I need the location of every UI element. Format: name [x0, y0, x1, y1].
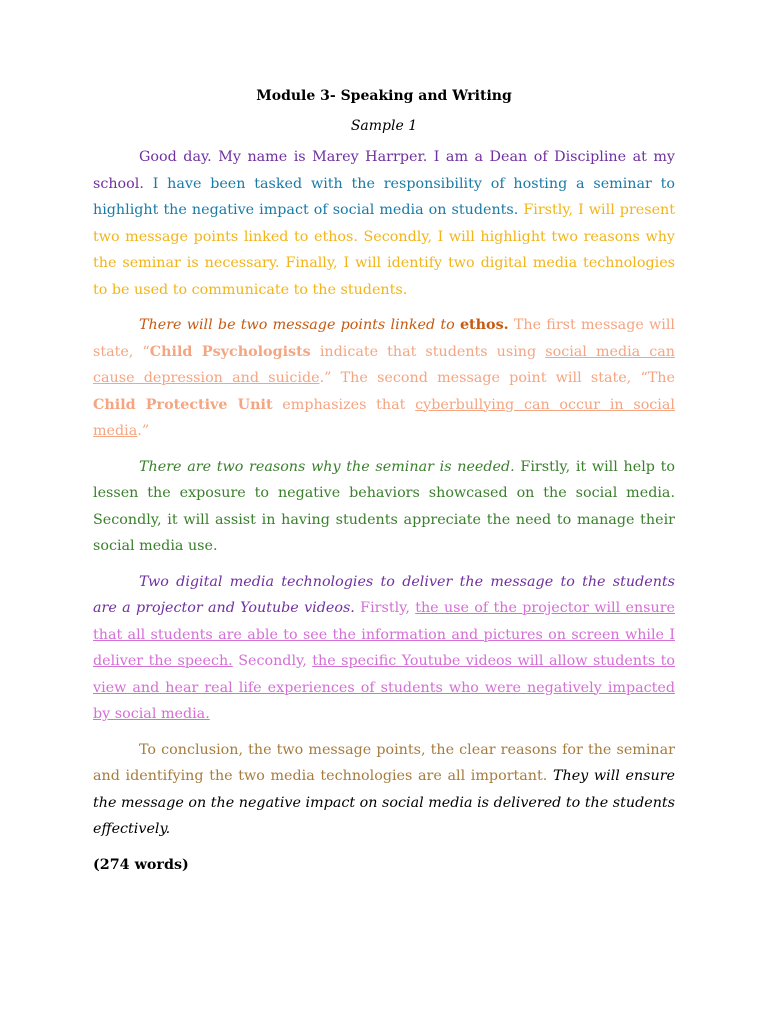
message-points-topic: There will be two message points linked to	[139, 317, 455, 333]
message-two-end: .”	[137, 423, 150, 439]
message-one-middle: indicate that students using	[319, 343, 537, 360]
paragraph-message-points	[93, 312, 675, 445]
youtube-point: the specific Youtube videos will allow students to view and hear real life experiences of students who were negatively impacted by social media.	[93, 653, 675, 722]
message-two-lead: .” The second message point will state, “The	[319, 370, 675, 386]
technologies-topic: Two digital media technologies to deliver the message to the students are a projector and Youtube videos.	[93, 573, 675, 616]
document-page	[93, 86, 675, 892]
reasons-body: Firstly, it will help to lessen the exposure to negative behaviors showcased on the social media. Secondly, it will assist in having students appreciate the need to manage their social media use.	[93, 458, 675, 554]
message-two-claim: cyberbullying can occur in social media	[93, 396, 675, 439]
paragraph-conclusion	[93, 737, 675, 843]
paragraph-technologies	[93, 569, 675, 728]
first-label: Firstly,	[360, 600, 410, 616]
document-subtitle: Sample 1	[350, 118, 418, 134]
document-title: Module 3- Speaking and Writing	[256, 88, 512, 104]
child-psychologists-term: Child Psychologists	[149, 343, 311, 360]
outline-sentences: Firstly, I will present two message points linked to ethos. Secondly, I will highlight two reasons why the seminar is necessary. Finally, I will identify two digital media technologies to be used to communicate to the students.	[93, 202, 676, 298]
projector-point: the use of the projector will ensure that all students are able to see the information and pictures on screen while I deliver the speech.	[93, 600, 676, 669]
topic-period: .	[503, 317, 509, 333]
child-protective-unit-term: Child Protective Unit	[93, 396, 273, 413]
paragraph-introduction	[93, 144, 675, 303]
intro-sentence: Good day. My name is Marey Harrper. I am a Dean of Discipline at my school.	[93, 149, 675, 192]
message-one-claim: social media can cause depression and suicide	[93, 343, 676, 386]
task-sentence: I have been tasked with the responsibility of hosting a seminar to highlight the negative impact of social media on students.	[93, 175, 675, 218]
message-one-lead: The first message will state, “	[93, 317, 675, 360]
second-label: Secondly,	[238, 653, 307, 669]
conclusion-closing: They will ensure the message on the negative impact on social media is delivered to the students effectively.	[93, 768, 676, 837]
conclusion-body: To conclusion, the two message points, the clear reasons for the seminar and identifying the two media technologies are all important.	[93, 741, 675, 784]
ethos-term: ethos	[459, 317, 504, 333]
message-two-middle: emphasizes that	[282, 396, 406, 413]
word-count: (274 words)	[93, 856, 189, 873]
paragraph-reasons	[93, 454, 675, 560]
reasons-topic: There are two reasons why the seminar is needed.	[139, 458, 515, 475]
